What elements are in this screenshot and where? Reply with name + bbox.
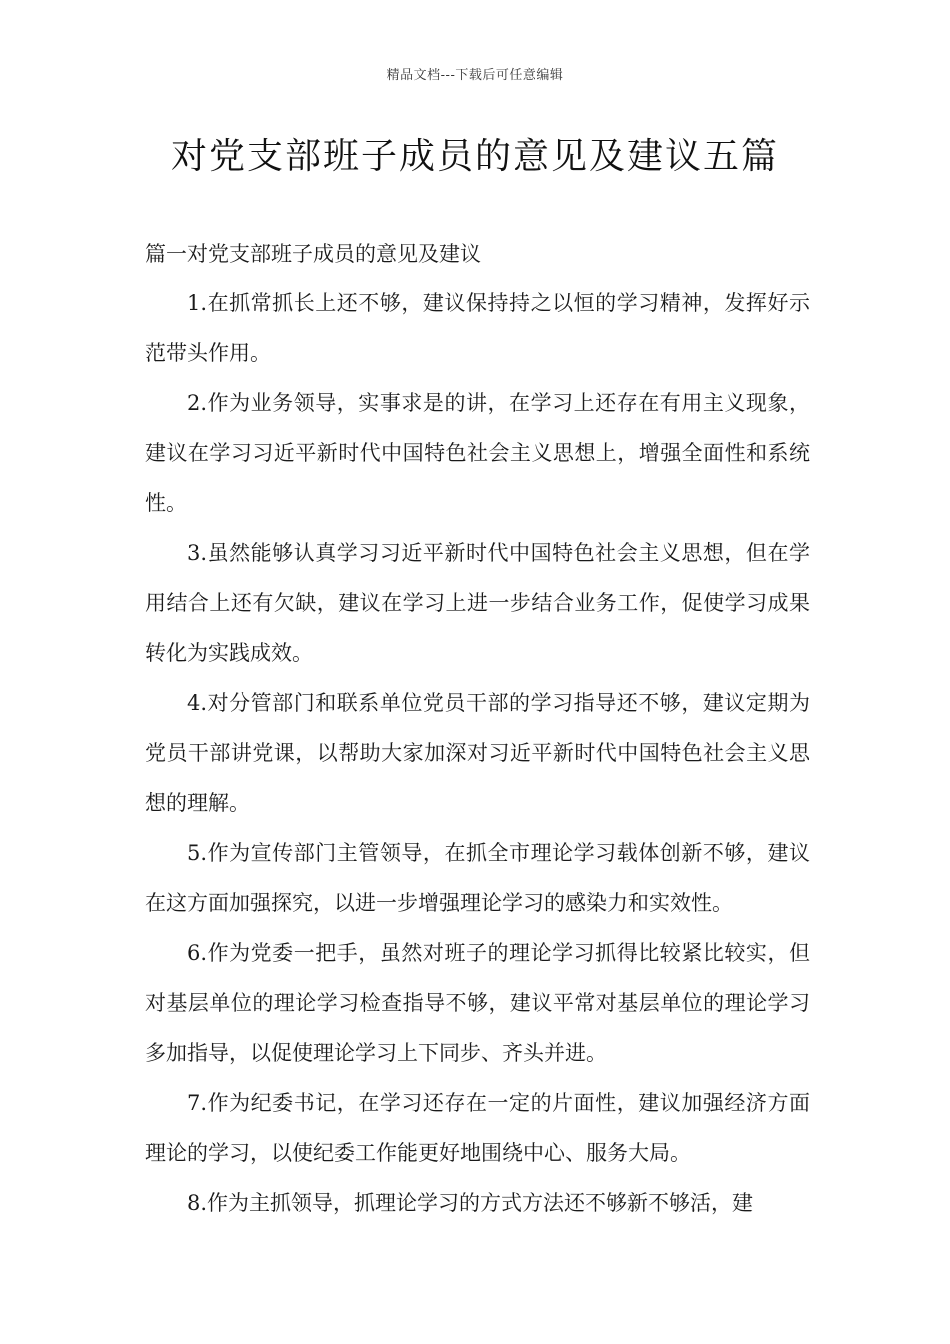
list-item-3: 3.虽然能够认真学习习近平新时代中国特色社会主义思想，但在学用结合上还有欠缺，建议在学习上进一步结合业务工作，促使学习成果转化为实践成效。 bbox=[145, 541, 810, 665]
list-item-7: 7.作为纪委书记，在学习还存在一定的片面性，建议加强经济方面理论的学习，以使纪委工作能更好地围绕中心、服务大局。 bbox=[145, 1091, 810, 1165]
list-item-8: 8.作为主抓领导，抓理论学习的方式方法还不够新不够活，建 bbox=[187, 1191, 754, 1215]
list-item-6: 6.作为党委一把手，虽然对班子的理论学习抓得比较紧比较实，但对基层单位的理论学习检查指导不够，建议平常对基层单位的理论学习多加指导，以促使理论学习上下同步、齐头并进。 bbox=[145, 941, 810, 1065]
list-item-4: 4.对分管部门和联系单位党员干部的学习指导还不够，建议定期为党员干部讲党课，以帮助大家加深对习近平新时代中国特色社会主义思想的理解。 bbox=[145, 691, 810, 815]
list-item-2: 2.作为业务领导，实事求是的讲，在学习上还存在有用主义现象，建议在学习习近平新时代中国特色社会主义思想上，增强全面性和系统性。 bbox=[145, 391, 810, 515]
list-item-5: 5.作为宣传部门主管领导，在抓全市理论学习载体创新不够，建议在这方面加强探究，以进一步增强理论学习的感染力和实效性。 bbox=[145, 841, 810, 915]
section-heading: 篇一对党支部班子成员的意见及建议 bbox=[145, 242, 481, 266]
document-body bbox=[145, 230, 810, 1228]
header-note: 精品文档---下载后可任意编辑 bbox=[386, 68, 564, 83]
list-item-1: 1.在抓常抓长上还不够，建议保持持之以恒的学习精神，发挥好示范带头作用。 bbox=[145, 291, 810, 365]
document-title: 对党支部班子成员的意见及建议五篇 bbox=[170, 136, 779, 177]
